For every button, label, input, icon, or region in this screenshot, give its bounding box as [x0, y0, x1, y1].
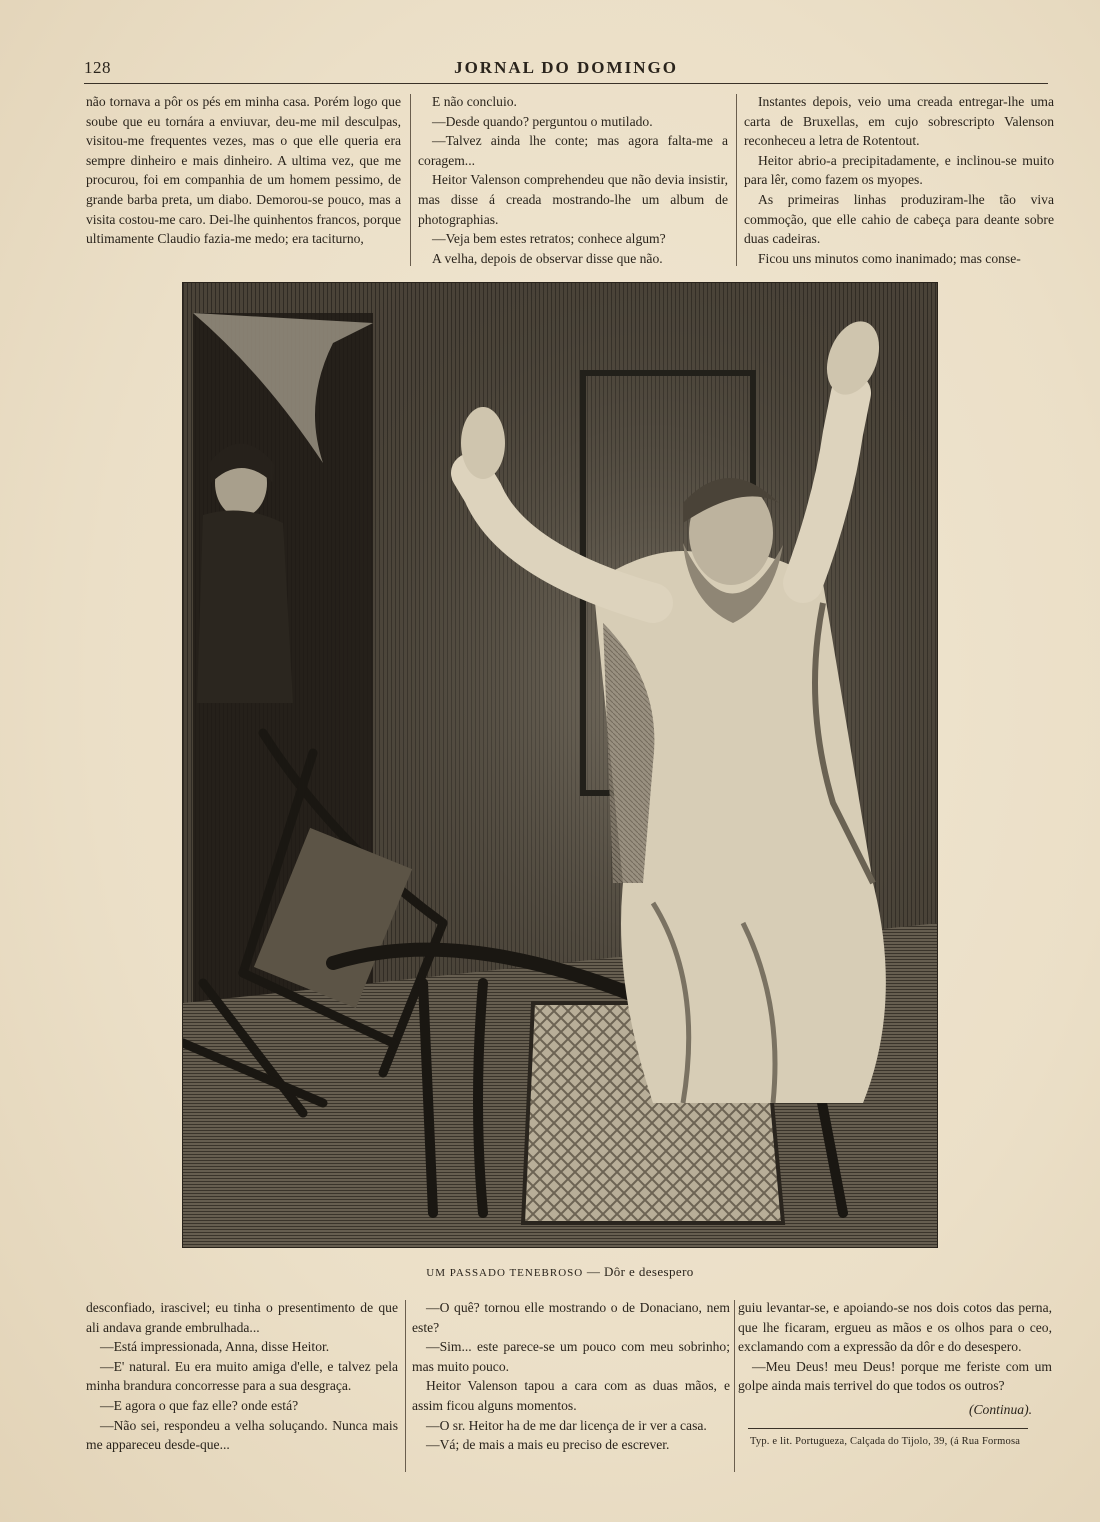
bottom-column-3 — [738, 1298, 1052, 1449]
paragraph: Heitor Valenson tapou a cara com as duas mãos, e assim ficou alguns momentos. — [412, 1378, 730, 1413]
caption-dash: — — [586, 1264, 601, 1279]
paragraph: Heitor Valenson comprehendeu que não devia insistir, mas disse á creada mostrando-lhe um album de photographias. — [418, 172, 728, 227]
paragraph: —Não sei, respondeu a velha soluçando. Nunca mais me appareceu desde-que... — [86, 1417, 398, 1453]
paragraph: E não concluio. — [432, 94, 517, 109]
paragraph: A velha, depois de observar disse que não. — [432, 250, 663, 266]
column-rule — [405, 1300, 406, 1472]
paragraph: —Desde quando? perguntou o mutilado. — [432, 113, 653, 129]
engraving-illustration — [182, 282, 938, 1248]
top-column-2 — [418, 92, 728, 268]
paragraph: —Veja bem estes retratos; conhece algum? — [432, 231, 666, 247]
page-number: 128 — [84, 58, 111, 77]
paragraph: Instantes depois, veio uma creada entregar-lhe uma carta de Bruxellas, em cujo sobrescripto Valenson reconheceu a letra de Rotentout. — [744, 94, 1054, 149]
paragraph: —O quê? tornou elle mostrando o de Donaciano, nem este? — [412, 1300, 730, 1335]
paragraph: —O sr. Heitor ha de me dar licença de ir ver a casa. — [426, 1417, 707, 1433]
top-column-3 — [744, 92, 1054, 268]
paragraph: não tornava a pôr os pés em minha casa. Porém logo que soube que eu tornára a enviuvar, deu-me mil desculpas, visitou-me frequentes vezes, mas o que elle queria era sempre dinheiro e mais dinheiro. A ultima vez, que me procurou, foi em companhia de um homem pessimo, de grande barba preta, um diabo. Demorou-se pouco, mas a visita costou-me caro. Dei-lhe quinhentos francos, porque ultimamente Claudio fazia-me medo; era taciturno, — [86, 94, 401, 247]
paragraph: —E' natural. Eu era muito amiga d'elle, e talvez pela minha brandura concorresse para a sua desgraça. — [86, 1358, 398, 1394]
paragraph: —E agora o que faz elle? onde está? — [100, 1397, 299, 1413]
illustration-caption — [182, 1264, 938, 1280]
header-rule — [84, 83, 1048, 84]
continua-note: (Continua). — [968, 1401, 1032, 1417]
paragraph: Ficou uns minutos como inanimado; mas conse- — [758, 250, 1021, 266]
column-rule — [734, 1300, 735, 1472]
bottom-column-2 — [412, 1298, 730, 1455]
paragraph: Heitor abrio-a precipitadamente, e inclinou-se muito para lêr, como fazem os myopes. — [744, 152, 1054, 188]
paragraph: —Está impressionada, Anna, disse Heitor. — [100, 1339, 330, 1355]
paragraph: —Sim... este parece-se um pouco com meu sobrinho; mas muito pouco. — [412, 1339, 730, 1374]
page-header — [84, 58, 1048, 84]
paragraph: —Vá; de mais a mais eu preciso de escrever. — [426, 1437, 670, 1453]
paragraph: As primeiras linhas produziram-lhe tão viva commoção, que elle cahio de cabeça para deante sobre duas cadeiras. — [744, 191, 1054, 247]
column-rule — [736, 94, 737, 266]
paragraph: —Meu Deus! meu Deus! porque me feriste com um golpe ainda mais terrivel do que todos os outros? — [738, 1358, 1052, 1394]
imprint-rule — [748, 1428, 1028, 1429]
paragraph: desconfiado, irascivel; eu tinha o presentimento de que ali andava grande embrulhada... — [86, 1300, 398, 1335]
masthead: JORNAL DO DOMINGO — [454, 58, 678, 77]
caption-title: UM PASSADO TENEBROSO — [426, 1267, 584, 1279]
paragraph: —Talvez ainda lhe conte; mas agora falta-me a coragem... — [418, 133, 728, 168]
bottom-column-1 — [86, 1298, 398, 1455]
top-column-1 — [86, 92, 401, 249]
column-rule — [410, 94, 411, 266]
paragraph: guiu levantar-se, e apoiando-se nos dois cotos das perna, que lhe ficaram, ergueu as mãos e os olhos para o ceo, exclamando com a expressão da dôr e do desespero. — [738, 1300, 1052, 1355]
caption-subtitle: Dôr e desespero — [603, 1264, 694, 1279]
printer-imprint: Typ. e lit. Portugueza, Calçada do Tijolo, 39, (á Rua Formosa — [750, 1435, 1021, 1447]
